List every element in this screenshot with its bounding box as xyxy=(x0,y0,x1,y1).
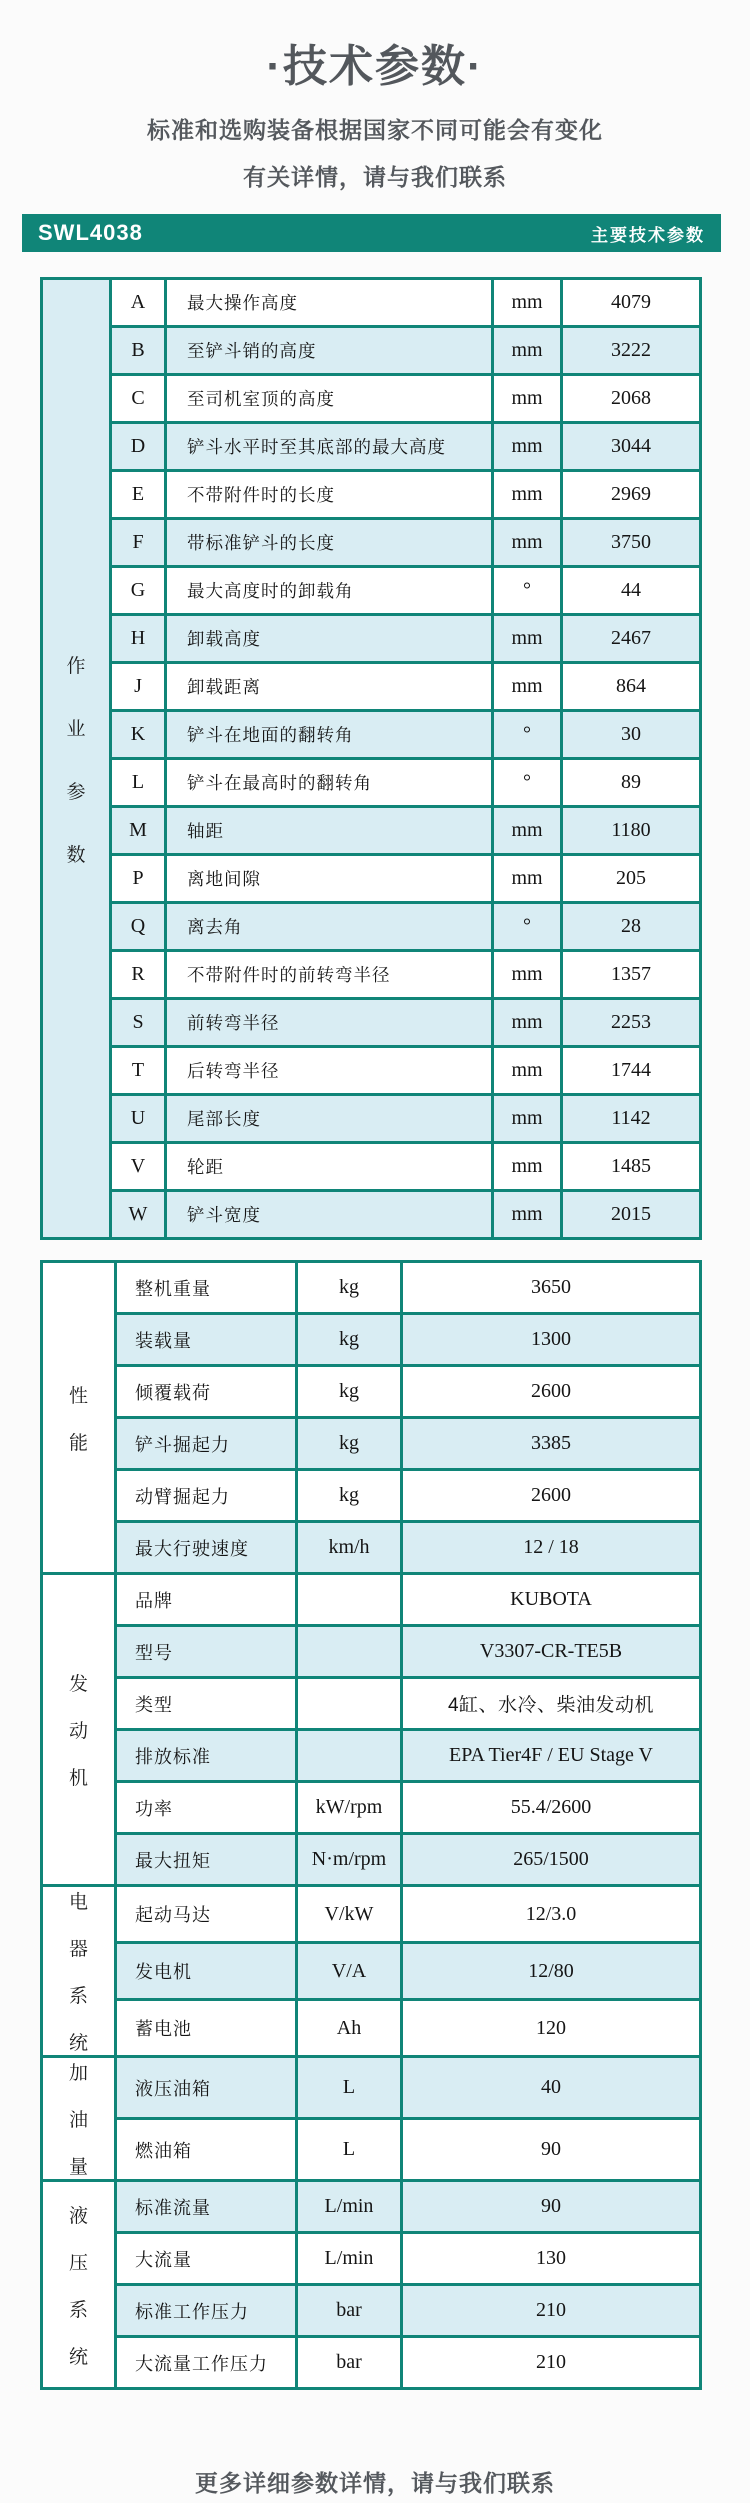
category-label-text: 作 业 参 数 xyxy=(66,655,86,866)
table-row xyxy=(42,2000,701,2057)
param-unit: mm xyxy=(493,807,562,855)
param-name: 铲斗在最高时的翻转角 xyxy=(166,759,493,807)
table-row xyxy=(42,327,701,375)
section-label-text: 加 油 量 xyxy=(68,2063,88,2178)
table-row xyxy=(42,711,701,759)
param-code: D xyxy=(111,423,166,471)
section-label-text: 电 器 系 统 xyxy=(68,1892,88,2054)
param-value: 1744 xyxy=(562,1047,701,1095)
section-label-text: 液 压 系 统 xyxy=(68,2205,88,2368)
param-unit: mm xyxy=(493,519,562,567)
spec-unit: kg xyxy=(297,1366,402,1418)
table-row xyxy=(42,279,701,327)
table-row xyxy=(42,663,701,711)
param-value: 1485 xyxy=(562,1143,701,1191)
spec-unit: L xyxy=(297,2057,402,2119)
param-name: 不带附件时的前转弯半径 xyxy=(166,951,493,999)
param-name: 最大高度时的卸载角 xyxy=(166,567,493,615)
param-name: 离去角 xyxy=(166,903,493,951)
table-row xyxy=(42,2337,701,2389)
header-caption: 主要技术参数 xyxy=(591,225,705,245)
spec-value: 55.4/2600 xyxy=(402,1782,701,1834)
spec-name: 类型 xyxy=(116,1678,297,1730)
param-name: 至铲斗销的高度 xyxy=(166,327,493,375)
spec-value: 120 xyxy=(402,2000,701,2057)
param-name: 铲斗宽度 xyxy=(166,1191,493,1239)
section-label xyxy=(42,1574,116,1886)
param-value: 2253 xyxy=(562,999,701,1047)
table-row xyxy=(42,1522,701,1574)
footer-note: 更多详细参数详情，请与我们联系 xyxy=(195,2470,555,2496)
subtitle-line-1: 标准和选购装备根据国家不同可能会有变化 xyxy=(147,117,603,143)
param-code: W xyxy=(111,1191,166,1239)
section-label xyxy=(42,2057,116,2181)
param-unit: mm xyxy=(493,999,562,1047)
param-value: 1180 xyxy=(562,807,701,855)
spec-value: 130 xyxy=(402,2233,701,2285)
section-label-text: 发 动 机 xyxy=(68,1674,88,1789)
spec-name: 发电机 xyxy=(116,1943,297,2000)
spec-value: 2600 xyxy=(402,1470,701,1522)
param-value: 864 xyxy=(562,663,701,711)
table-row xyxy=(42,1366,701,1418)
spec-value: 12/3.0 xyxy=(402,1886,701,1943)
spec-name: 型号 xyxy=(116,1626,297,1678)
spec-unit: kg xyxy=(297,1314,402,1366)
param-name: 卸载高度 xyxy=(166,615,493,663)
param-value: 3044 xyxy=(562,423,701,471)
param-value: 3222 xyxy=(562,327,701,375)
param-value: 3750 xyxy=(562,519,701,567)
param-name: 轴距 xyxy=(166,807,493,855)
table-row xyxy=(42,1574,701,1626)
param-value: 89 xyxy=(562,759,701,807)
param-code: F xyxy=(111,519,166,567)
param-code: L xyxy=(111,759,166,807)
table-row xyxy=(42,999,701,1047)
spec-unit xyxy=(297,1574,402,1626)
spec-name: 标准流量 xyxy=(116,2181,297,2233)
param-unit: mm xyxy=(493,327,562,375)
spec-name: 燃油箱 xyxy=(116,2119,297,2181)
table-row xyxy=(42,471,701,519)
table-row xyxy=(42,2057,701,2119)
spec-name: 铲斗掘起力 xyxy=(116,1418,297,1470)
table-row xyxy=(42,2233,701,2285)
param-code: T xyxy=(111,1047,166,1095)
subtitle-line-2: 有关详情，请与我们联系 xyxy=(243,164,507,190)
param-code: H xyxy=(111,615,166,663)
param-unit: mm xyxy=(493,1047,562,1095)
spec-value: 210 xyxy=(402,2337,701,2389)
spec-unit: bar xyxy=(297,2337,402,2389)
spec-unit: V/kW xyxy=(297,1886,402,1943)
param-value: 30 xyxy=(562,711,701,759)
operating-parameters-table xyxy=(40,277,702,1240)
param-value: 2969 xyxy=(562,471,701,519)
param-unit: ° xyxy=(493,567,562,615)
param-unit: mm xyxy=(493,279,562,327)
model-name: SWL4038 xyxy=(38,220,143,245)
section-label xyxy=(42,2181,116,2389)
spec-name: 标准工作压力 xyxy=(116,2285,297,2337)
param-unit: mm xyxy=(493,615,562,663)
param-code: G xyxy=(111,567,166,615)
table-row xyxy=(42,375,701,423)
spec-name: 大流量工作压力 xyxy=(116,2337,297,2389)
operating-parameters-table-body xyxy=(42,279,701,1239)
param-unit: mm xyxy=(493,663,562,711)
spec-unit: N·m/rpm xyxy=(297,1834,402,1886)
param-unit: mm xyxy=(493,471,562,519)
table-row xyxy=(42,1418,701,1470)
table-row xyxy=(42,807,701,855)
param-name: 卸载距离 xyxy=(166,663,493,711)
table-row xyxy=(42,1095,701,1143)
spec-value: 265/1500 xyxy=(402,1834,701,1886)
table-row xyxy=(42,1626,701,1678)
table-row xyxy=(42,1314,701,1366)
spec-name: 整机重量 xyxy=(116,1262,297,1314)
spec-value: 2600 xyxy=(402,1366,701,1418)
table-row xyxy=(42,2119,701,2181)
spec-unit: km/h xyxy=(297,1522,402,1574)
spec-value: 3650 xyxy=(402,1262,701,1314)
spec-value: EPA Tier4F / EU Stage V xyxy=(402,1730,701,1782)
param-code: V xyxy=(111,1143,166,1191)
param-code: A xyxy=(111,279,166,327)
table-row xyxy=(42,2285,701,2337)
param-code: E xyxy=(111,471,166,519)
spec-unit xyxy=(297,1626,402,1678)
table-row xyxy=(42,1470,701,1522)
param-code: C xyxy=(111,375,166,423)
param-unit: mm xyxy=(493,423,562,471)
spec-unit: kg xyxy=(297,1470,402,1522)
spec-unit: V/A xyxy=(297,1943,402,2000)
param-unit: mm xyxy=(493,375,562,423)
table-row xyxy=(42,903,701,951)
table-row xyxy=(42,423,701,471)
table-row xyxy=(42,1782,701,1834)
param-code: K xyxy=(111,711,166,759)
table-row xyxy=(42,567,701,615)
spec-name: 液压油箱 xyxy=(116,2057,297,2119)
table-row xyxy=(42,1678,701,1730)
param-code: P xyxy=(111,855,166,903)
specs-table-body xyxy=(42,1262,701,2389)
spec-sheet-page xyxy=(0,30,750,2498)
spec-name: 动臂掘起力 xyxy=(116,1470,297,1522)
param-value: 4079 xyxy=(562,279,701,327)
param-value: 44 xyxy=(562,567,701,615)
param-value: 1357 xyxy=(562,951,701,999)
param-code: Q xyxy=(111,903,166,951)
table-row xyxy=(42,615,701,663)
param-unit: mm xyxy=(493,1191,562,1239)
param-unit: mm xyxy=(493,951,562,999)
spec-value: 3385 xyxy=(402,1418,701,1470)
spec-name: 功率 xyxy=(116,1782,297,1834)
spec-unit: Ah xyxy=(297,2000,402,2057)
param-name: 最大操作高度 xyxy=(166,279,493,327)
section-header-bar xyxy=(22,214,721,252)
param-unit: ° xyxy=(493,903,562,951)
param-name: 不带附件时的长度 xyxy=(166,471,493,519)
param-unit: mm xyxy=(493,1095,562,1143)
table-row xyxy=(42,855,701,903)
section-label xyxy=(42,1262,116,1574)
spec-value: 210 xyxy=(402,2285,701,2337)
table-row xyxy=(42,1143,701,1191)
specs-table xyxy=(40,1260,702,2390)
spec-unit: kW/rpm xyxy=(297,1782,402,1834)
param-value: 2015 xyxy=(562,1191,701,1239)
param-code: M xyxy=(111,807,166,855)
category-label xyxy=(42,279,111,1239)
table-row xyxy=(42,1191,701,1239)
table-row xyxy=(42,1943,701,2000)
spec-name: 品牌 xyxy=(116,1574,297,1626)
param-value: 2068 xyxy=(562,375,701,423)
spec-value: 90 xyxy=(402,2181,701,2233)
spec-unit: bar xyxy=(297,2285,402,2337)
param-name: 铲斗水平时至其底部的最大高度 xyxy=(166,423,493,471)
table-row xyxy=(42,1047,701,1095)
spec-unit xyxy=(297,1678,402,1730)
table-row xyxy=(42,1262,701,1314)
param-code: B xyxy=(111,327,166,375)
param-name: 铲斗在地面的翻转角 xyxy=(166,711,493,759)
param-name: 尾部长度 xyxy=(166,1095,493,1143)
spec-name: 蓄电池 xyxy=(116,2000,297,2057)
spec-value: 1300 xyxy=(402,1314,701,1366)
spec-value: V3307-CR-TE5B xyxy=(402,1626,701,1678)
spec-name: 排放标准 xyxy=(116,1730,297,1782)
spec-name: 倾覆载荷 xyxy=(116,1366,297,1418)
section-label-text: 性 能 xyxy=(68,1385,88,1454)
spec-value: KUBOTA xyxy=(402,1574,701,1626)
spec-name: 最大扭矩 xyxy=(116,1834,297,1886)
param-code: J xyxy=(111,663,166,711)
spec-name: 装载量 xyxy=(116,1314,297,1366)
table-row xyxy=(42,1886,701,1943)
param-unit: mm xyxy=(493,1143,562,1191)
param-unit: ° xyxy=(493,759,562,807)
table-row xyxy=(42,951,701,999)
spec-unit xyxy=(297,1730,402,1782)
table-row xyxy=(42,1730,701,1782)
spec-unit: L xyxy=(297,2119,402,2181)
spec-unit: L/min xyxy=(297,2181,402,2233)
spec-name: 最大行驶速度 xyxy=(116,1522,297,1574)
table-row xyxy=(42,519,701,567)
spec-value: 12 / 18 xyxy=(402,1522,701,1574)
spec-value: 40 xyxy=(402,2057,701,2119)
spec-value: 4缸、水冷、柴油发动机 xyxy=(402,1678,701,1730)
param-name: 后转弯半径 xyxy=(166,1047,493,1095)
section-label xyxy=(42,1886,116,2057)
spec-unit: kg xyxy=(297,1418,402,1470)
spec-name: 起动马达 xyxy=(116,1886,297,1943)
param-value: 205 xyxy=(562,855,701,903)
table-row xyxy=(42,2181,701,2233)
param-value: 28 xyxy=(562,903,701,951)
spec-unit: L/min xyxy=(297,2233,402,2285)
spec-value: 90 xyxy=(402,2119,701,2181)
param-unit: mm xyxy=(493,855,562,903)
param-unit: ° xyxy=(493,711,562,759)
page-title: ·技术参数· xyxy=(266,42,484,91)
spec-value: 12/80 xyxy=(402,1943,701,2000)
param-name: 轮距 xyxy=(166,1143,493,1191)
table-row xyxy=(42,759,701,807)
param-name: 带标准铲斗的长度 xyxy=(166,519,493,567)
param-code: R xyxy=(111,951,166,999)
table-row xyxy=(42,1834,701,1886)
param-value: 1142 xyxy=(562,1095,701,1143)
param-name: 离地间隙 xyxy=(166,855,493,903)
param-code: U xyxy=(111,1095,166,1143)
param-name: 前转弯半径 xyxy=(166,999,493,1047)
spec-unit: kg xyxy=(297,1262,402,1314)
param-code: S xyxy=(111,999,166,1047)
param-name: 至司机室顶的高度 xyxy=(166,375,493,423)
spec-name: 大流量 xyxy=(116,2233,297,2285)
param-value: 2467 xyxy=(562,615,701,663)
